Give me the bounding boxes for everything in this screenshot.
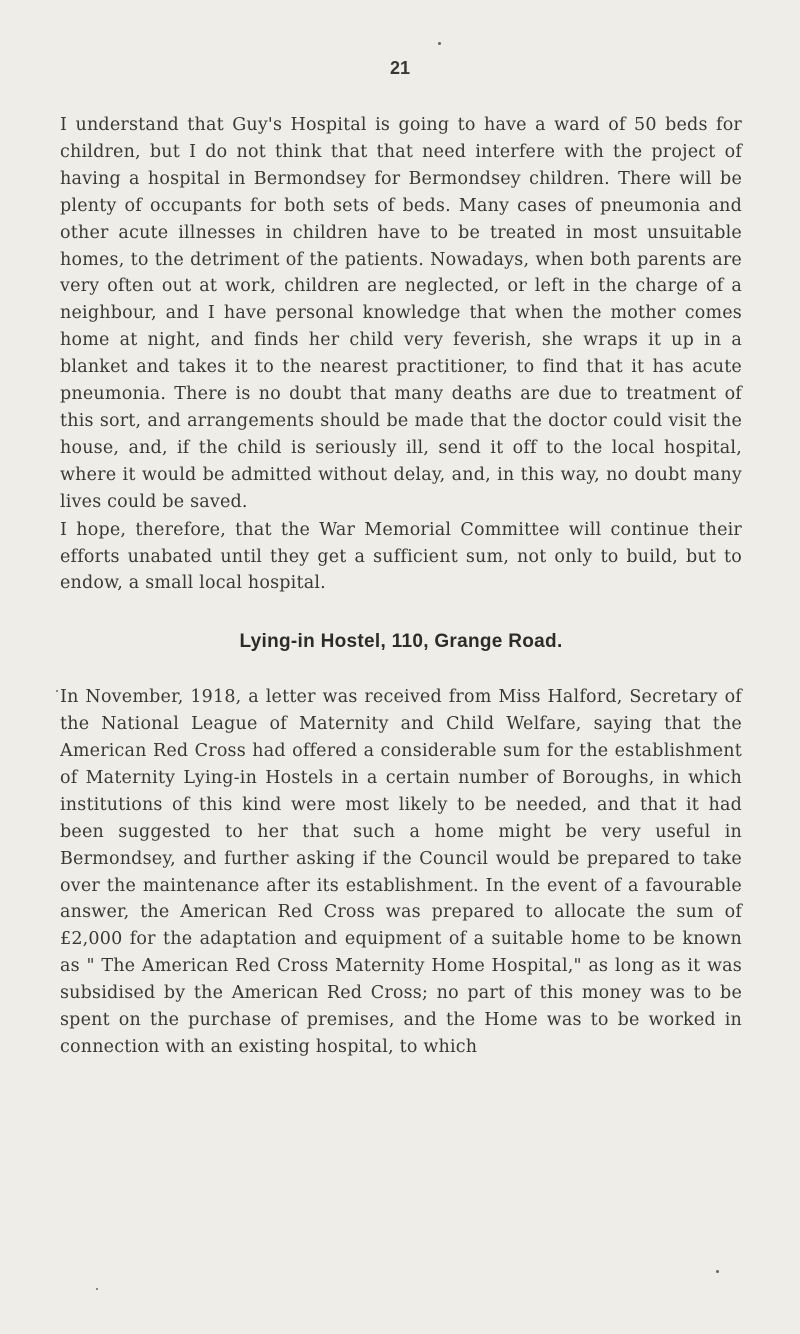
section-heading: Lying-in Hostel, 110, Grange Road. — [239, 631, 563, 653]
print-speck — [56, 690, 58, 692]
body-text — [60, 112, 742, 1061]
page-number: 21 — [389, 58, 411, 78]
paragraph-guys-hospital: I understand that Guy's Hospital is going to have a ward of 50 beds for children, but I do not think that that need interfere with the project of having a hospital in Bermondsey for Bermondsey children. There will be plenty of occupants for both sets of beds. Many cases of pneumonia and other acute illnesses in children have to be treated in most unsuitable homes, to the detriment of the patients. Nowadays, when both parents are very often out at work, children are neglected, or left in the charge of a neighbour, and I have personal knowledge that when the mother comes home at night, and finds her child very feverish, she wraps it up in a blanket and takes it to the nearest practitioner, to find that it has acute pneumonia. There is no doubt that many deaths are due to treatment of this sort, and arrangements should be made that the doctor could visit the house, and, if the child is seriously ill, send it off to the local hospital, where it would be admitted without delay, and, in this way, no doubt many lives could be saved. — [60, 115, 742, 512]
print-speck — [716, 1270, 719, 1273]
print-speck — [96, 1288, 98, 1290]
print-speck — [438, 42, 441, 45]
paragraph-war-memorial: I hope, therefore, that the War Memorial Committee will continue their efforts unabated until they get a sufficient sum, not only to build, but to endow, a small local hospital. — [60, 519, 742, 594]
paragraph-lying-in-hostel: In November, 1918, a letter was received from Miss Halford, Secretary of the National League of Maternity and Child Welfare, saying that the American Red Cross had offered a considerable sum for the establishment of Maternity Lying-in Hostels in a certain number of Boroughs, in which institutions of this kind were most likely to be needed, and that it had been suggested to her that such a home might be very useful in Bermondsey, and further asking if the Council would be prepared to take over the maintenance after its establishment. In the event of a favourable answer, the American Red Cross was prepared to allocate the sum of £2,000 for the adaptation and equipment of a suitable home to be known as " The American Red Cross Maternity Home Hospital," as long as it was subsidised by the American Red Cross; no part of this money was to be spent on the purchase of premises, and the Home was to be worked in connection with an existing hospital, to which — [60, 687, 742, 1057]
